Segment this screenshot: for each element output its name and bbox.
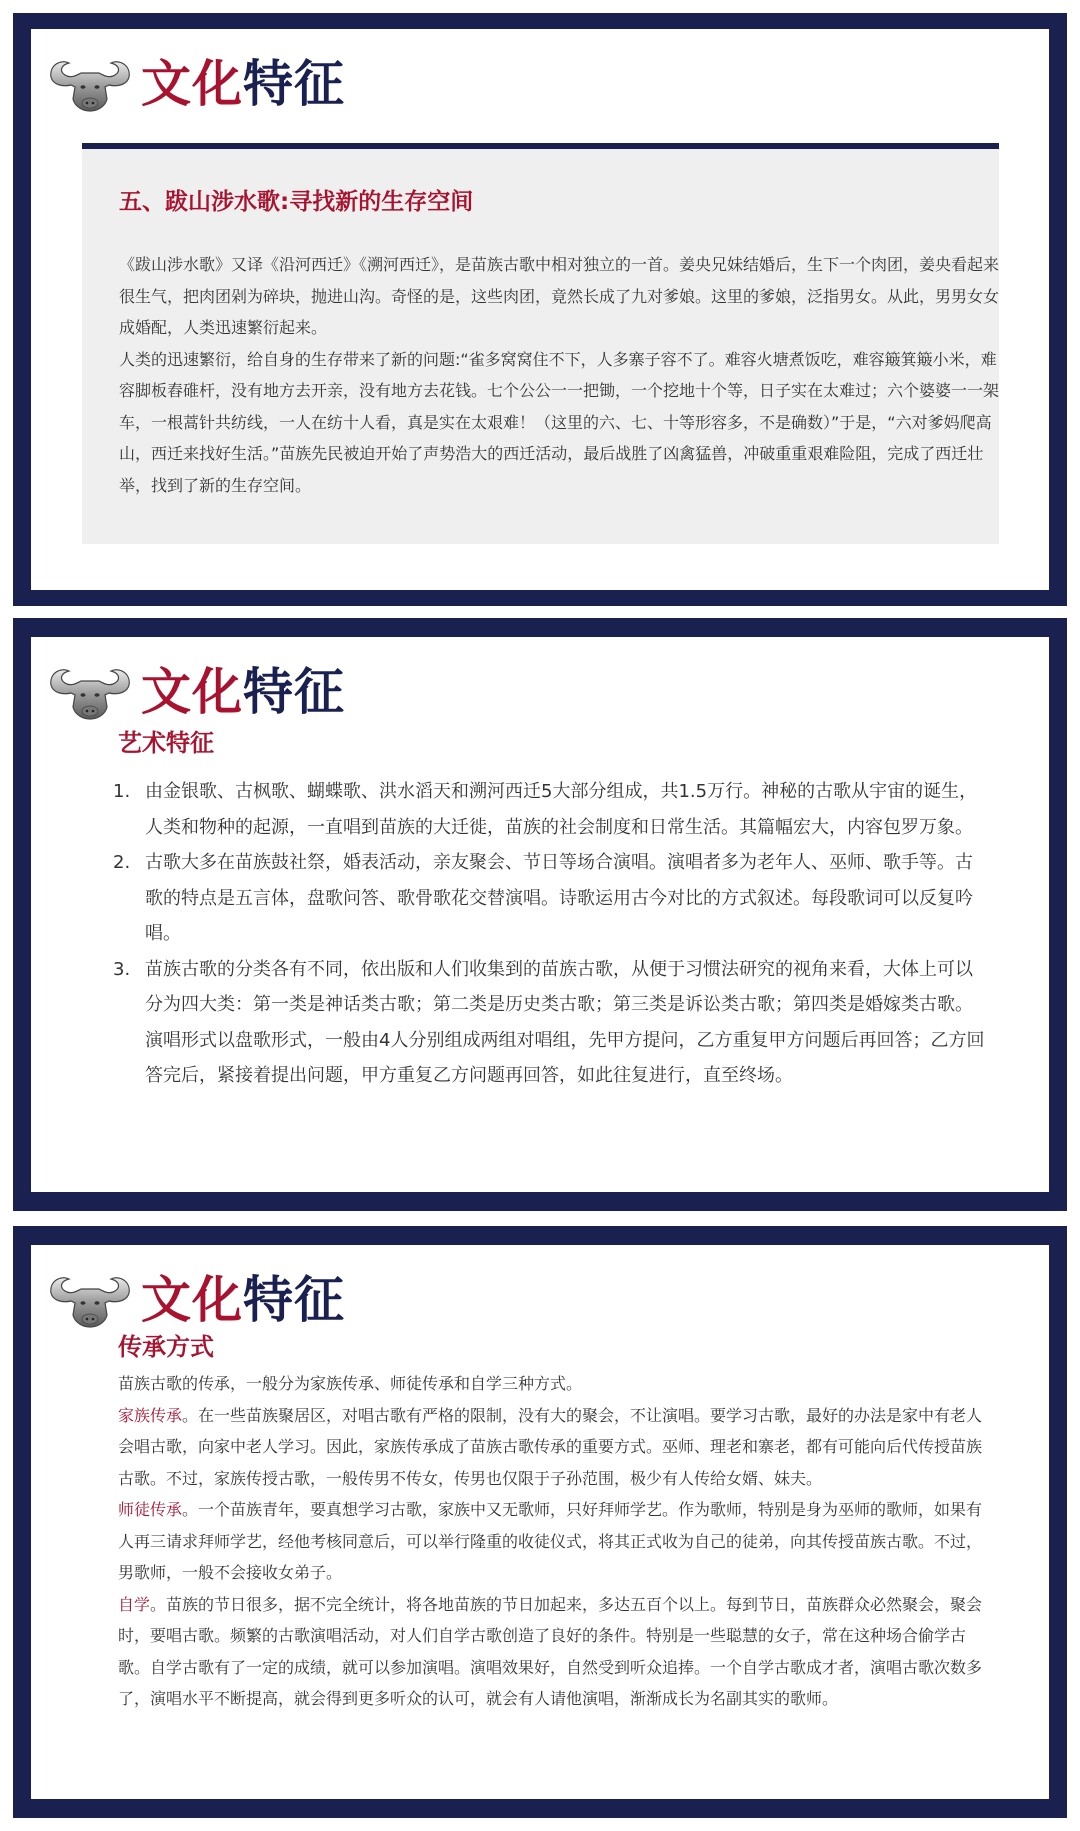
title-part-2: 特征 [243,663,345,721]
list-text: 苗族古歌的分类各有不同，依出版和人们收集到的苗族古歌，从便于习惯法研究的视角来看，大体上可以分为四大类：第一类是神话类古歌；第二类是历史类古歌；第三类是诉讼类古歌；第四类是婚嫁类古歌。演唱形式以盘歌形式，一般由4人分别组成两组对唱组，先甲方提问，乙方重复甲方问题后再回答；乙方回答完后，紧接着提出问题，甲方重复乙方问题再回答，如此往复进行，直至终场。 [145,958,985,1086]
ox-head-icon [47,663,133,721]
paragraph [118,1494,985,1589]
panel-content [31,29,1049,590]
list-number: 1. [113,781,131,802]
list-item [113,774,985,845]
paragraph-text: 。苗族的节日很多，据不完全统计，将各地苗族的节日加起来，多达五百个以上。每到节日，苗族群众必然聚会，聚会时，要唱古歌。频繁的古歌演唱活动，对人们自学古歌创造了良好的条件。特别是一些聪慧的女子，常在这种场合偷学古歌。自学古歌有了一定的成绩，就可以参加演唱。演唱效果好，自然受到听众追捧。一个自学古歌成才者，演唱古歌次数多了，演唱水平不断提高，就会得到更多听众的认可，就会有人请他演唱，渐渐成长为名副其实的歌师。 [118,1594,983,1708]
list-number: 3. [113,958,131,980]
keyword-label: 家族传承 [118,1405,183,1425]
section-heading: 五、跋山涉水歌:寻找新的生存空间 [119,189,474,215]
ox-head-icon [47,55,133,113]
paragraph: 《跋山涉水歌》又译《沿河西迁》《溯河西迁》，是苗族古歌中相对独立的一首。姜央兄妹结婚后，生下一个肉团，姜央看起来很生气，把肉团剁为碎块，抛进山沟。奇怪的是，这些肉团，竟然长成了九对爹娘。这里的爹娘，泛指男女。从此，男男女女成婚配，人类迅速繁衍起来。 [119,255,1000,337]
list-number: 2. [113,852,131,873]
title-part-2: 特征 [243,55,345,113]
panel-content [31,637,1049,1192]
page-title [141,1271,345,1329]
title-part-1: 文化 [141,55,243,113]
feature-list [113,774,985,1094]
keyword-label: 师徒传承 [118,1500,183,1519]
panel-art-features [13,618,1067,1211]
paragraph [118,1589,985,1715]
paragraph-text: 。在一些苗族聚居区，对唱古歌有严格的限制，没有大的聚会，不让演唱。要学习古歌，最好的办法是家中有老人会唱古歌，向家中老人学习。因此，家族传承成了苗族古歌传承的重要方式。巫师、理老和寨老，都有可能向后代传授苗族古歌。不过，家族传授古歌，一般传男不传女，传男也仅限于子孙范围，极少有人传给女婿、妹夫。 [118,1405,983,1488]
paragraph: 人类的迅速繁衍，给自身的生存带来了新的问题:“雀多窝窝住不下，人多寨子容不了。难容火塘煮饭吃，难容簸箕簸小米，难容脚板舂碓杆，没有地方去开亲，没有地方去花钱。七个公公一一把锄，一个挖地十个等，日子实在太难过；六个婆婆一一架车，一根蒿针共纺线，一人在纺十人看，真是实在太艰难！（这里的六、七、十等形容多，不是确数）”于是，“六对爹妈爬高山，西迁来找好生活。”苗族先民被迫开始了声势浩大的西迁活动，最后战胜了凶禽猛兽，冲破重重艰难险阻，完成了西迁壮举，找到了新的生存空间。 [119,349,1000,495]
list-text: 由金银歌、古枫歌、蝴蝶歌、洪水滔天和溯河西迁5大部分组成，共1.5万行。神秘的古歌从宇宙的诞生，人类和物种的起源，一直唱到苗族的大迁徙，苗族的社会制度和日常生活。其篇幅宏大，内容包罗万象。 [145,781,978,838]
panel-content [31,1245,1049,1799]
panel-header [47,51,345,117]
section-body [119,249,1005,501]
title-part-2: 特征 [243,1271,345,1329]
page-title [141,55,345,113]
keyword-label: 自学 [118,1594,151,1614]
panel-song-migration [13,13,1067,606]
title-part-1: 文化 [141,1271,243,1329]
section-heading: 艺术特征 [118,729,214,757]
list-item [113,952,985,1094]
panel-header [47,659,345,725]
panel-transmission [13,1226,1067,1818]
section-body [118,1368,985,1715]
intro-paragraph: 苗族古歌的传承，一般分为家族传承、师徒传承和自学三种方式。 [118,1374,583,1393]
panel-header [47,1267,345,1333]
title-part-1: 文化 [141,663,243,721]
ox-head-icon [47,1271,133,1329]
list-text: 古歌大多在苗族鼓社祭，婚表活动，亲友聚会、节日等场合演唱。演唱者多为老年人、巫师、歌手等。古歌的特点是五言体，盘歌问答、歌骨歌花交替演唱。诗歌运用古今对比的方式叙述。每段歌词可以反复吟唱。 [145,852,973,944]
page-title [141,663,345,721]
list-item [113,845,985,952]
paragraph [118,1400,985,1495]
paragraph-text: 。一个苗族青年，要真想学习古歌，家族中又无歌师，只好拜师学艺。作为歌师，特别是身为巫师的歌师，如果有人再三请求拜师学艺，经他考核同意后，可以举行隆重的收徒仪式，将其正式收为自己的徒弟，向其传授苗族古歌。不过，男歌师，一般不会接收女弟子。 [118,1500,983,1582]
section-box [82,143,999,544]
section-heading: 传承方式 [118,1333,214,1361]
